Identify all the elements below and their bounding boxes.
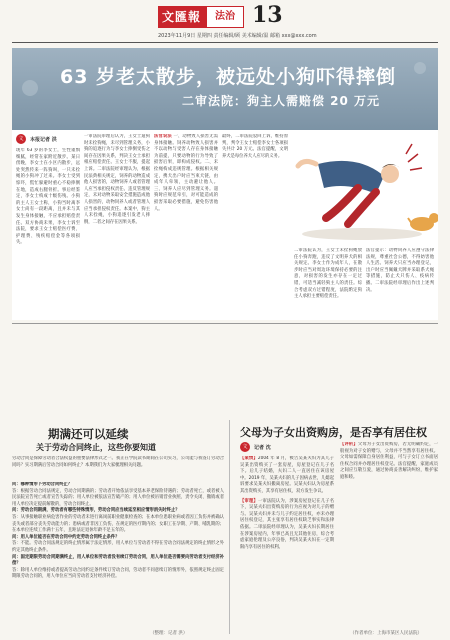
column-separator (229, 420, 230, 634)
top-article-col3: 一、动物致人损害无需身体接触。饲养动物致人损害并不以动物与受害人存在身体接触为前提，只要动物的行为导致了损害后果，即构成侵权。二、未拴绳构成违规管理。根据相关规定，携犬出户时应当束犬链，由成年人牵领，主动避让他人。三、饲养人应尽到管理义务。遛狗时应规范牵引，对可能造成的损害采取必要措施，避免伤害他人。 (154, 134, 218, 212)
qa-question-1: 问：哪种情形下劳动合同终止？ (12, 482, 73, 487)
newspaper-logo: 文匯報 (158, 6, 240, 28)
qa-answer-4: 答：除用人单位维持或者提高劳动合同约定条件续订劳动合同，劳动者不同意续订的情形外，依照规定终止固定期限劳动合同的，用人单位应当向劳动者支付经济补偿。 (12, 567, 224, 580)
falling-woman-illustration (288, 134, 438, 246)
qa-question-2: 问：劳动合同期满，劳动者有哪些特殊情形，劳动合同应当续延至相应情形消失时终止？ (12, 508, 180, 514)
qa-answer-3: 答：不能。劳动合同法规定的终止情形属于法定情形，用人单位与劳动者不得在劳动合同法规定的终止情形之外约定其他终止条件。 (12, 541, 224, 553)
qa-question-3: 问：用人单位能否在劳动合同中约定劳动合同终止条件？ (12, 534, 120, 540)
lower-right-col1 (240, 456, 334, 630)
lower-left-subtitle: 关于劳动合同终止，这些你要知道 (36, 443, 156, 452)
case-label: 【案情】 (240, 456, 258, 461)
top-article-col6: 法官提示：动物饲养人应遵守法律法规，尊重社会公德，不得妨害他人生活。饲养犬只应当办理登记，出户时应当佩戴犬牌并采取系犬绳等措施，防止犬只伤人、疫病传播。二审法院经审理后作出上述判决。 (366, 248, 434, 293)
lower-right-byline: 记者 沈 (254, 445, 271, 451)
section-label: 法治 (206, 6, 244, 28)
page-number: 13 (252, 2, 283, 28)
lower-left-title: 期满还可以延续 (48, 427, 129, 441)
top-article-col3-heading: 法官说法 (154, 134, 172, 139)
lower-right-title: 父母为子女出资购房，是否享有居住权 (240, 426, 427, 439)
headline-title: 63 岁老太散步，被远处小狗吓得摔倒 (60, 66, 397, 88)
top-article-col2: 一审法院审理后认为，王女士遛狗时未拴狗绳，未尽到管理义务，小狗的追逐行为与李女士摔倒受伤之间存在因果关系，判决王女士承担相应赔偿责任。王女士不服，提起上诉。二审法院经审理认为，根据民法典相关规定，饲养的动物造成他人损害的，动物饲养人或者管理人应当承担侵权责任。违反管理规定，未对动物采取安全措施造成他人损害的，动物饲养人或者管理人应当承担侵权责任。本案中，狗主人未拴绳，小狗追逐引发老人摔倒，二者之间存在因果关系。 (84, 134, 150, 225)
top-article-col4: 最终，二审法院驳回上诉，维持原判，判令王女士赔偿李女士各项损失共计 20 万元。法官提醒，文明养犬是每位养犬人应尽的义务。 (222, 134, 288, 159)
qa-question-4: 问：固定期限劳动合同期满终止，用人单位和劳动者没有续订劳动合同，用人单位是否需要向劳动者支付经济补偿？ (12, 554, 224, 567)
banner-background (12, 48, 438, 130)
lower-left-footer: （整理：记者 洪） (150, 631, 188, 636)
headline-subtitle: 二审法院：狗主人需赔偿 20 万元 (182, 94, 381, 108)
qa-answer-1: 答：根据劳动合同法规定，劳动合同期满的；劳动者开始依法享受基本养老保险待遇的；劳动者死亡，或者被人民法院宣告死亡或者宣告失踪的；用人单位被依法宣告破产的；用人单位被吊销营业执照、责令关闭、撤销或者用人单位决定提前解散的，劳动合同终止。 (12, 488, 224, 507)
section-divider-top (12, 323, 438, 324)
analysis-body: 父母为子女出资购房，若无明确约定，一般视为对子女的赠与，父母并不当然享有居住权。父母如需保障自身居住利益，可与子女订立书面居住权合同并办理居住权登记。法官提醒，家庭成员之间应互敬互爱，通过协商妥善解决纠纷，维护家庭和睦。 (340, 442, 438, 480)
top-article-col5: 二审法院认为，王女士未拴狗绳放任小狗奔跑，违反了文明养犬的相关规定。李女士作为成年人，在散步时应当对周边环境保持必要的注意，对损害的发生亦存在一定过错，可适当减轻狗主人的责任。综合考虑双方过错程度，法院酌定狗主人承担主要赔偿责任。 (294, 248, 362, 300)
issue-info: 2023年11月9日 星期四 责任编辑/顾 美术编辑/温 邮箱 xxx@xxx.com (158, 33, 317, 39)
lower-left-qa (12, 482, 224, 632)
top-article-col1: 现年 63 岁的李女士，生性谨慎细腻，经常在家附近散步。某日傍晚，李女士在小区内散步，远处突然传来一阵狗叫，一只未拴绳的小狗冲了过来。李女士受到惊吓，慌忙躲避时重心不稳摔倒在地，造成右腿骨折。事后经鉴定，李女士构成十级伤残。小狗的主人王女士称，小狗当时离李女士尚有一段距离，且并未与其发生身体接触，不应承担赔偿责任。双方协商未果，李女士诉至法院，要求王女士赔偿医疗费、护理费、残疾赔偿金等各项损失。 (16, 148, 80, 246)
ruling-label: 【审理】 (240, 498, 258, 504)
masthead (0, 0, 450, 46)
lower-right-col2 (340, 442, 438, 628)
byline-badge-icon: 文 (240, 442, 250, 452)
qa-answer-2: 答：从事接触职业病危害作业的劳动者未进行离岗前职业健康检查的；在本单位患职业病或者因工负伤并被确认丧失或者部分丧失劳动能力的；患病或者非因工负伤，在规定的医疗期内的；女职工在孕期、产期、哺乳期的；在本单位连续工作满十五年，且距法定退休年龄不足五年的。 (12, 514, 224, 534)
lower-left-intro: 劳动合同是保障劳动者合法权益的重要法律形式之一。我正在学院读书期间在公司实习，公司能与我签订劳动合同吗？实习期满后劳动合同如何终止？本期我们为大家梳理相关问题。 (12, 456, 224, 468)
lower-right-footer: （作者单位：上海市某区人民法院） (350, 631, 422, 636)
analysis-label: 【评析】 (340, 442, 358, 447)
byline-badge-icon: 文 (16, 134, 26, 144)
top-article (12, 130, 438, 320)
top-article-byline: 本报记者 洪 (30, 137, 57, 143)
case-body: 2004 年 8 月，被告吴某夫妇为其儿子吴某出资购买了一套房屋，房屋登记在儿子名下。后儿子结婚，夫妇二人一直居住在该房屋中。2019 年，吴某夫妇的儿子因病去世，儿媳起诉要求吴某夫妇搬离房屋。吴某夫妇认为房屋系其出资购买，其享有居住权，双方发生争议。 (240, 456, 334, 494)
ruling-body: 一审法院认为，涉案房屋登记在儿子名下，吴某夫妇出资购房的行为应视为对儿子的赠与。吴某夫妇并未与儿子约定居住权，亦未办理居住权登记，其主张享有居住权缺乏事实和法律依据。二审法院经审理认为，吴某夫妇长期居住在涉案房屋内，年事已高且无其他住房，综合考虑家庭伦理及公序良俗，判决吴某夫妇在一定期限内享有居住的权利。 (240, 498, 334, 550)
masthead-rule (12, 42, 438, 43)
headline-banner (12, 48, 438, 130)
top-article-col3-wrap (154, 134, 218, 320)
